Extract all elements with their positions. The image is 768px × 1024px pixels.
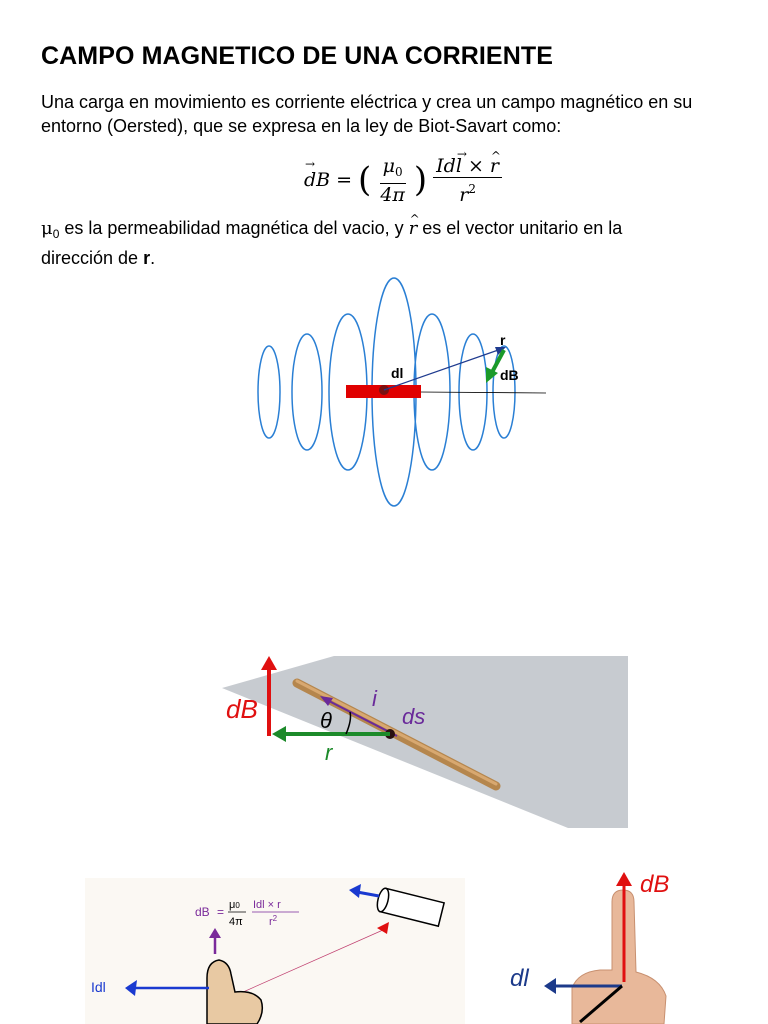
formula-mu: μ0	[229, 899, 240, 911]
field-loop-2	[292, 334, 322, 450]
formula-equals: =	[336, 169, 353, 191]
wire-plane-diagram	[222, 650, 628, 830]
intro-paragraph	[41, 90, 761, 138]
explanation-r-bold: r	[143, 248, 151, 268]
dB-arrowhead	[616, 872, 632, 886]
dB-arrowhead	[261, 656, 277, 670]
formula-den-exponent: 2	[468, 181, 476, 196]
explanation-r-hat: ^ r	[409, 217, 418, 241]
plane	[222, 656, 628, 828]
right-hand-rule-diagram	[85, 870, 465, 1024]
explanation-text-b: es el vector unitario en la	[417, 218, 623, 238]
formula-r-hat: ^ r	[490, 155, 499, 177]
formula-4pi: 4π	[229, 916, 243, 928]
label-dB: dB	[226, 694, 258, 724]
label-dl: dl	[510, 965, 529, 992]
formula-open-paren: (	[358, 160, 372, 200]
formula-lhs: → dB	[304, 169, 330, 191]
explanation-mu-sub: 0	[52, 227, 60, 241]
label-Idl: Idl	[91, 979, 106, 995]
explanation-mu: μ	[41, 218, 53, 239]
intro-line-2: entorno (Oersted), que se expresa en la ley de Biot-Savart como:	[41, 116, 562, 136]
formula-denominator	[456, 178, 479, 206]
field-loop-7	[493, 346, 515, 438]
formula-numerator	[433, 155, 502, 178]
label-r: r	[325, 740, 333, 765]
formula-mu	[380, 155, 406, 184]
formula-eq: =	[217, 905, 225, 919]
formula-four-pi: 4π	[380, 183, 405, 206]
formula-mu-symbol: μ	[382, 154, 395, 177]
formula-main-fraction	[433, 155, 502, 206]
biot-savart-formula	[304, 150, 502, 210]
label-dB: dB	[640, 871, 670, 898]
formula-lhs: dB	[195, 905, 210, 919]
label-dl: dl	[391, 365, 404, 381]
formula-d: d	[443, 154, 456, 177]
formula-num: Idl × r	[253, 899, 281, 911]
explanation-line2-a: dirección de	[41, 248, 144, 268]
formula-mu-subscript: 0	[394, 164, 403, 179]
explanation-paragraph	[41, 216, 761, 270]
label-i: i	[372, 686, 377, 711]
hand	[572, 890, 666, 1024]
field-lines-diagram	[250, 272, 560, 512]
label-theta: θ	[320, 708, 332, 733]
formula-current: I	[436, 154, 444, 177]
r-arrowhead	[272, 726, 286, 742]
label-ds: ds	[402, 704, 426, 729]
formula-times: ×	[461, 154, 490, 177]
intro-line-1: Una carga en movimiento es corriente eléctrica y crea un campo magnético en su	[41, 92, 693, 112]
thumb-rule-diagram	[508, 862, 694, 1024]
page-title: CAMPO MAGNETICO DE UNA CORRIENTE	[41, 42, 554, 70]
formula-dl-vector: → l	[456, 155, 462, 177]
dl-arrowhead	[544, 978, 556, 994]
explanation-text-a: es la permeabilidad magnética del vacio, y	[59, 218, 409, 238]
explanation-line2-b: .	[150, 248, 156, 268]
label-dB: dB	[500, 367, 519, 383]
axis-line	[420, 392, 546, 393]
label-r: r	[500, 332, 506, 348]
formula-den-r: r	[459, 183, 469, 206]
formula-den: $r^2$	[269, 914, 278, 928]
formula-close-paren: )	[413, 160, 428, 200]
field-loop-1	[258, 346, 280, 438]
formula-constant-fraction	[377, 155, 408, 206]
